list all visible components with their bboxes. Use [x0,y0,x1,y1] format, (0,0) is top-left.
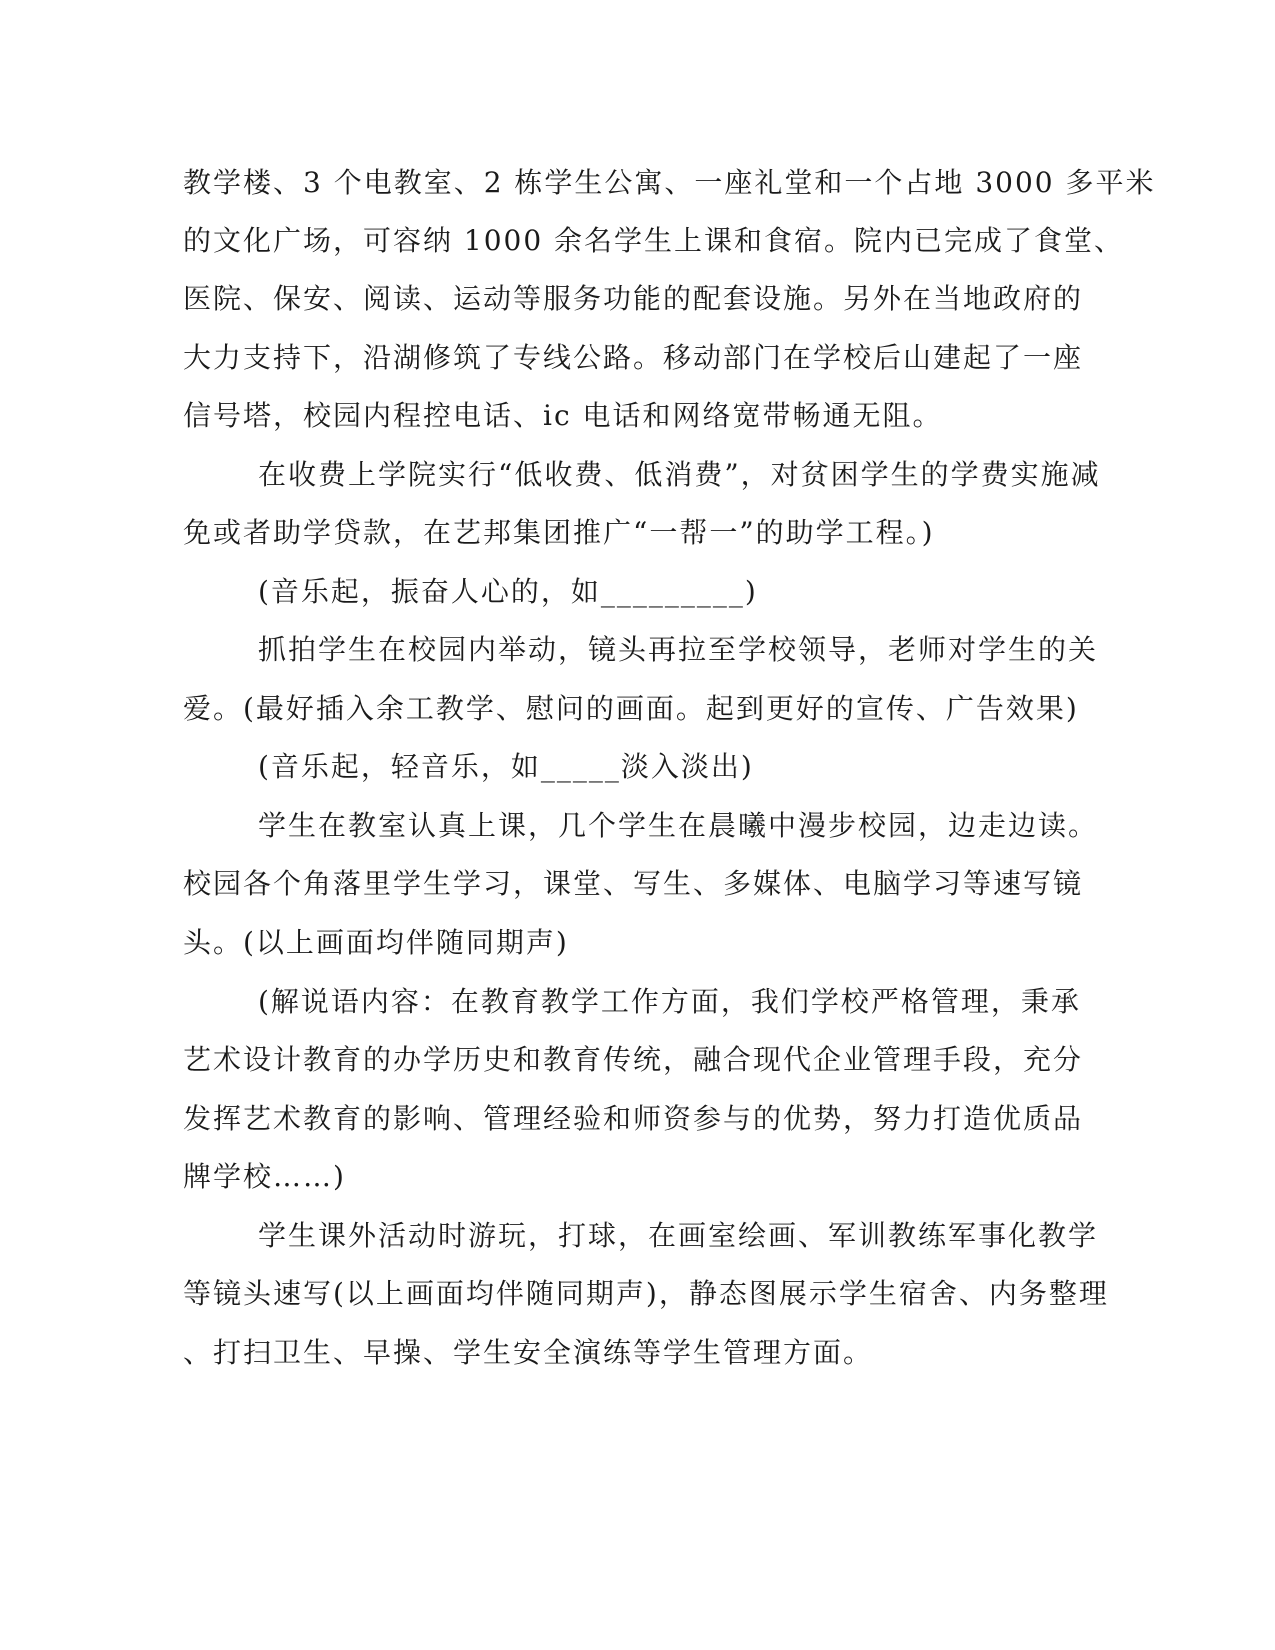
text-line: 校园各个角落里学生学习，课堂、写生、多媒体、电脑学习等速写镜 [183,867,1084,900]
text-line: 教学楼、3 个电教室、2 栋学生公寓、一座礼堂和一个占地 3000 多平米 [183,166,1156,199]
paragraph-first-line: 学生课外活动时游玩，打球，在画室绘画、军训教练军事化教学 [258,1219,1099,1252]
paragraph-first-line: 学生在教室认真上课，几个学生在晨曦中漫步校园，边走边读。 [258,809,1099,842]
text-line: 信号塔，校园内程控电话、ic 电话和网络宽带畅通无阻。 [183,399,943,432]
text-line: 发挥艺术教育的影响、管理经验和师资参与的优势，努力打造优质品 [183,1102,1084,1135]
text-line: 艺术设计教育的办学历史和教育传统，融合现代企业管理手段，充分 [183,1043,1084,1076]
paragraph-first-line: 在收费上学院实行“低收费、低消费”，对贫困学生的学费实施减 [258,458,1101,491]
stage-direction: (音乐起，振奋人心的，如_________) [258,575,758,608]
text-line: 大力支持下，沿湖修筑了专线公路。移动部门在学校后山建起了一座 [183,341,1084,374]
paragraph-first-line: 抓拍学生在校园内举动，镜头再拉至学校领导，老师对学生的关 [258,633,1099,666]
text-line: 等镜头速写(以上画面均伴随同期声)，静态图展示学生宿舍、内务整理 [183,1277,1109,1310]
text-line: 头。(以上画面均伴随同期声) [183,926,569,959]
text-line: 的文化广场，可容纳 1000 余名学生上课和食宿。院内已完成了食堂、 [183,224,1125,257]
stage-direction: (音乐起，轻音乐，如_____淡入淡出) [258,750,754,783]
text-line: 医院、保安、阅读、运动等服务功能的配套设施。另外在当地政府的 [183,282,1084,315]
paragraph-first-line: (解说语内容：在教育教学工作方面，我们学校严格管理，秉承 [258,985,1081,1018]
text-line: 免或者助学贷款，在艺邦集团推广“一帮一”的助学工程。) [183,516,935,549]
text-line: 牌学校……) [183,1160,346,1193]
text-line: 、打扫卫生、早操、学生安全演练等学生管理方面。 [183,1336,874,1369]
text-line: 爱。(最好插入余工教学、慰问的画面。起到更好的宣传、广告效果) [183,692,1079,725]
